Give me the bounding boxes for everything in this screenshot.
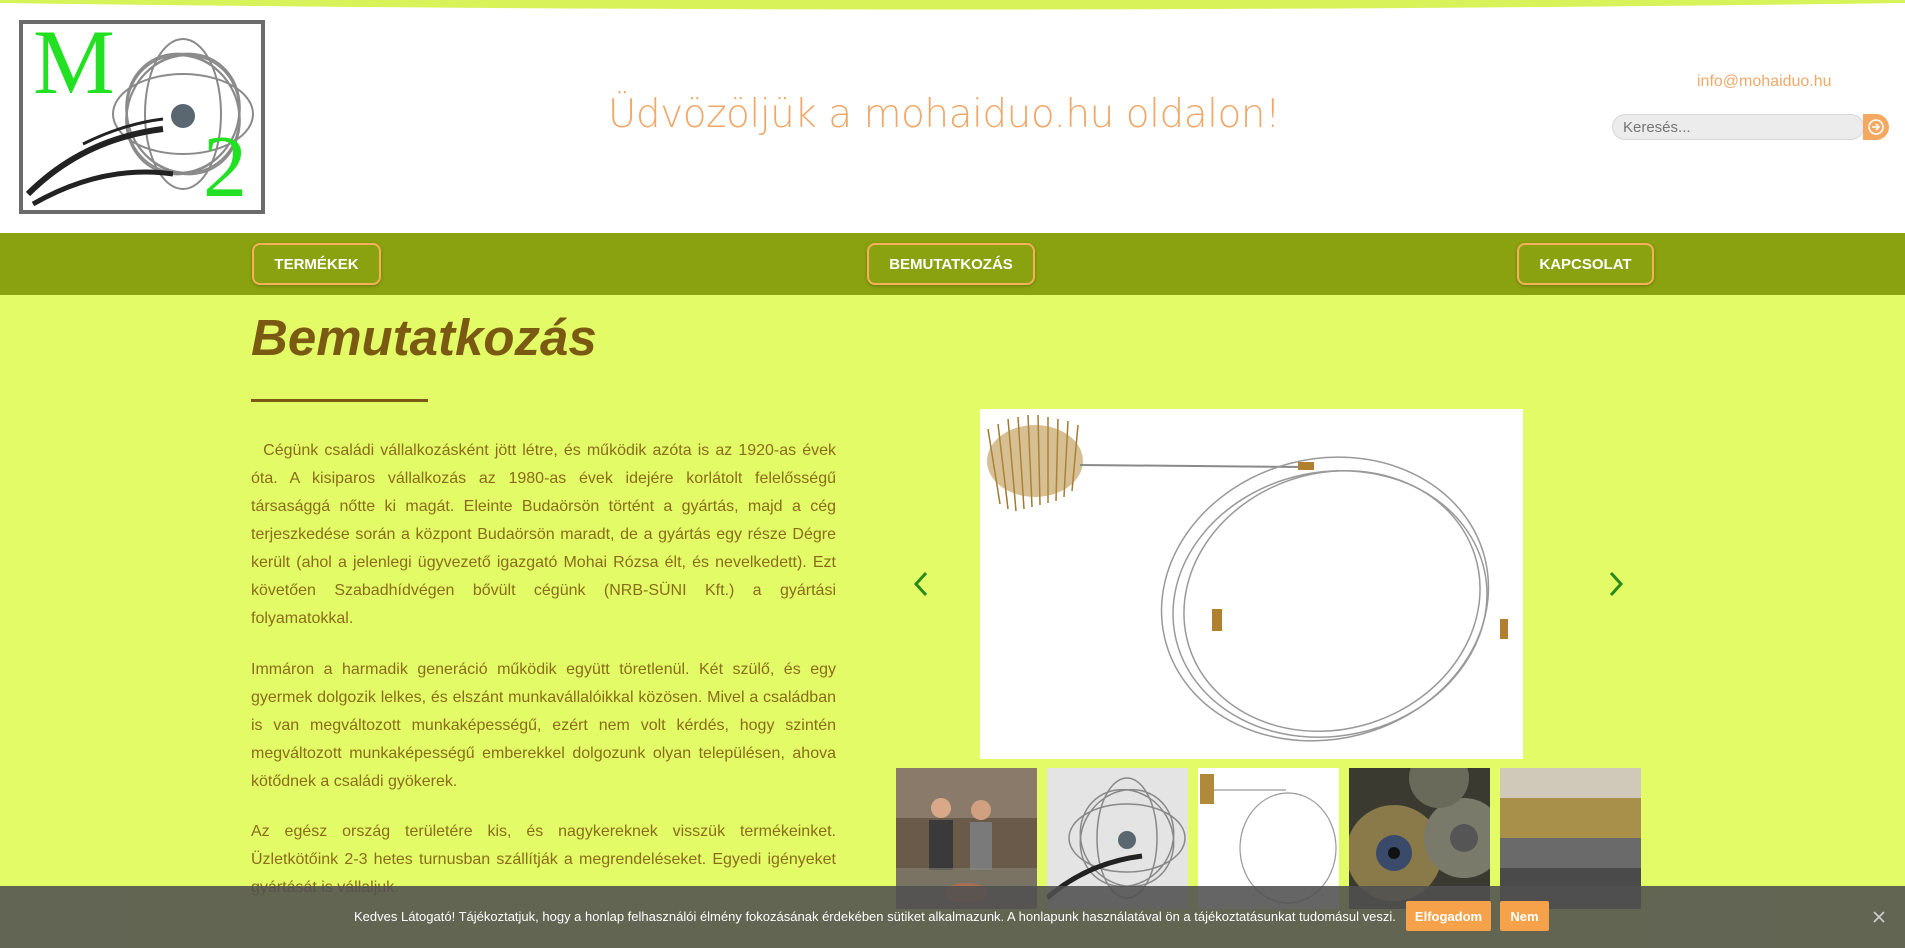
cookie-close-button[interactable] (1868, 906, 1890, 928)
intro-paragraph-2: Immáron a harmadik generáció működik együtt töretlenül. Két szülő, és egy gyermek dolgozik lelkes, és elszánt munkavállalóikkal közösen. Mivel a családban is van megváltozott munkaképességű, ezért nem volt kérdés, hogy szintén megváltozott munkaképességű emberekkel dolgozunk olyan településen, ahova kötődnek a családi gyökerek. (251, 661, 836, 790)
cookie-accept-button[interactable]: Elfogadom (1406, 901, 1491, 931)
nav-termekek[interactable]: TERMÉKEK (252, 243, 381, 285)
welcome-heading: Üdvözöljük a mohaiduo.hu oldalon! (607, 92, 1281, 137)
gallery-next-button[interactable] (1604, 568, 1628, 600)
cookie-decline-button[interactable]: Nem (1500, 901, 1549, 931)
nav-bemutatkozas[interactable]: BEMUTATKOZÁS (867, 243, 1035, 285)
cookie-banner (0, 886, 1905, 948)
intro-paragraph-1: Cégünk családi vállalkozásként jött létre, és működik azóta is az 1920-as évek óta. A kisiparos vállalkozás az 1980-as évek idejére korlátolt felelősségű társasággá nőtte ki magát. Eleinte Budaörsön történt a gyártás, majd a cég terjeszkedése során a központ Budaörsön maradt, de a gyártás egy része Dégre került (ahol a jelenlegi ügyvezető igazgató Mohai Rózsa élt, és nevelkedett). Ezt követően Szabadhídvégen bővült cégünk (NRB-SÜNI Kft.) a gyártási folyamatokkal. (251, 442, 841, 627)
logo-letter-m: M (33, 20, 115, 113)
nav-kapcsolat[interactable]: KAPCSOLAT (1517, 243, 1654, 285)
cookie-message: Kedves Látogató! Tájékoztatjuk, hogy a honlap felhasználói élmény fokozásának érdekében sütiket alkalmazunk. A honlapunk használatával ön a tájékoztatásunkat tudomásul veszi. (354, 909, 1396, 924)
logo-digit-2: 2 (203, 119, 247, 214)
intro-paragraph-3: Az egész ország területére kis, és nagykereknek visszük termékeinket. Üzletkötőink 2-3 hetes turnusban szállítják a megrendeléseket. Egyedi igényeket (251, 823, 836, 868)
title-divider (251, 399, 428, 402)
top-decor-strip (0, 0, 1905, 12)
search-form (1612, 114, 1864, 140)
search-input[interactable] (1612, 114, 1864, 140)
chevron-left-icon (913, 570, 929, 598)
contact-email-link[interactable]: info@mohaiduo.hu (1697, 73, 1832, 90)
gallery-main-image[interactable] (980, 409, 1523, 759)
site-header (0, 0, 1905, 233)
search-submit-button[interactable] (1863, 114, 1889, 140)
page-title: Bemutatkozás (251, 309, 597, 366)
gallery-prev-button[interactable] (909, 568, 933, 600)
chevron-right-icon (1608, 570, 1624, 598)
site-logo[interactable] (19, 20, 265, 214)
close-icon (1872, 910, 1886, 924)
arrow-right-icon (1868, 119, 1884, 135)
main-nav (0, 233, 1905, 295)
